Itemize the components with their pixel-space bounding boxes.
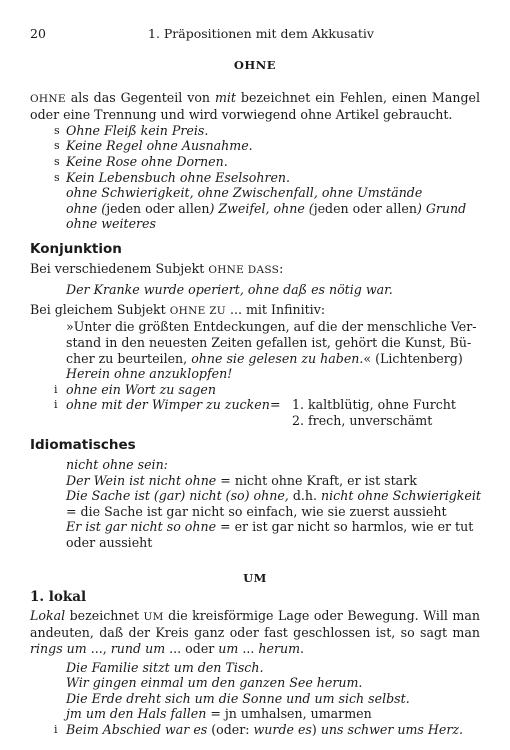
phrase-line: ohne weiteres <box>66 216 156 232</box>
idiomatisches-block: nicht ohne sein: Der Wein ist nicht ohne = nicht ohne Kraft, er ist stark Die Sache ist (gar) nicht (so) ohne, d.h. nicht ohne Schwierigkeit = die Sache ist gar nicht so einfach, wie sie zuerst aussieht Er ist gar nicht so ohne = er ist gar nicht so harmlos, wie er tut oder aussieht <box>66 457 481 551</box>
example-line: Herein ohne anzuklopfen! <box>66 366 233 382</box>
phrase-line: ohne (jeden oder allen) Zweifel, ohne (jeden oder allen) Grund <box>66 200 467 216</box>
ohne-intro: OHNE als das Gegenteil von mit bezeichnet ein Fehlen, einen Mangel oder eine Trennung und wird vorwiegend ohne Artikel gebraucht. <box>30 89 480 123</box>
example-line: Die Familie sitzt um den Tisch. <box>66 659 264 675</box>
example-line: jm um den Hals fallen = jn umhalsen, umarmen <box>66 706 372 722</box>
example-line: s Keine Rose ohne Dornen. <box>54 153 228 169</box>
lichtenberg-quote: »Unter die größten Entdeckungen, auf die der menschliche Ver- stand in den neuesten Zeiten gefallen ist, gehört die Kunst, Bü- cher zu beurteilen, ohne sie gelesen zu haben.« (Lichtenberg) Herein ohne anzuklopfen! <box>30 319 480 381</box>
example-line: i ohne mit der Wimper zu zucken = 1. kaltblütig, ohne Furcht <box>54 397 456 413</box>
example-line: Wir gingen einmal um den ganzen See herum. <box>66 675 363 691</box>
page-number: 20 <box>30 26 46 41</box>
example-line: s Kein Lebensbuch ohne Eselsohren. <box>54 169 291 185</box>
um-examples <box>30 660 480 722</box>
example-line: i ohne ein Wort zu sagen <box>54 381 216 397</box>
konjunktion-line1: Bei verschiedenem Subjekt OHNE DASS: <box>30 260 284 276</box>
phrase-line: ohne Schwierigkeit, ohne Zwischenfall, ohne Umstände <box>66 185 423 201</box>
page: 20 1. Präpositionen mit dem Akkusativ OHNE OHNE als das Gegenteil von mit bezeichnet ein Fehlen, einen Mangel oder eine Trennung und wird vorwiegend ohne Artikel gebraucht. s Ohne Fleiß kein Preis. s Keine Regel ohne Ausnahme. s Keine Rose ohne Dornen. s Kein Lebensbuch ohne Eselsohren. ohne Schwierigkeit, ohne Zwischenfall, ohne Umstände ohne (jeden oder allen) Zweifel, ohne (jeden oder allen) Grund ohne weiteres Konjunktion Bei verschiedenem Subjekt OHNE DASS: Der Kranke wurde operiert, ohne daß es nötig war. Bei gleichem Subjekt OHNE ZU ... mit Infinitiv: »Unter die größten Entdeckungen, auf die der menschliche Ver- stand in den neuesten Zeiten gefallen ist, gehört die Kunst, Bü- cher zu beurteilen, ohne sie gelesen zu haben.« (Lichtenberg) Herein ohne anzuklopfen! i ohne ein Wort zu sagen i ohne mit der Wimper zu zucken = 1. kaltblütig, ohne Furcht 2. frech, unverschämt Idiomatisches nicht ohne sein: Der Wein ist nicht ohne = nicht ohne Kraft, er ist stark Die Sache ist (gar) nicht (so) ohne, d.h. nicht ohne Schwierigkeit = die Sache ist gar nicht so einfach, wie sie zuerst aussieht Er ist gar nicht so ohne = er ist gar nicht so harmlos, wie er tut oder aussieht UM 1. lokal Lokal bezeichnet UM die kreisförmige Lage oder Bewegung. Will man andeuten, daß der Kreis ganz oder fast geschlossen ist, so sagt man rings um ..., rund um ... oder um ... herum. Die Familie sitzt um den Tisch. Wir gingen einmal um den ganzen See herum. Die Erde dreht sich um die Sonne und um sich selbst. jm um den Hals fallen = jn umhalsen, umarmen i Beim Abschied war es (oder: wurde es) uns schwer ums Herz. <box>30 26 481 737</box>
example-line: Die Erde dreht sich um die Sonne und um sich selbst. <box>66 690 410 706</box>
example-line: i Beim Abschied war es (oder: wurde es) uns schwer ums Herz. <box>54 721 463 737</box>
um-intro: Lokal bezeichnet UM die kreisförmige Lage oder Bewegung. Will man andeuten, daß der Kreis ganz oder fast geschlossen ist, so sagt man rings um ..., rund um ... oder um ... herum. <box>30 607 480 656</box>
ohne-examples <box>30 123 480 232</box>
konjunktion-example-1: Der Kranke wurde operiert, ohne daß es nötig war. <box>66 282 393 298</box>
heading-konjunktion: Konjunktion <box>30 240 122 257</box>
konjunktion-line2: Bei gleichem Subjekt OHNE ZU ... mit Infinitiv: <box>30 301 326 317</box>
running-header <box>30 26 480 44</box>
running-title: 1. Präpositionen mit dem Akkusativ <box>148 26 374 41</box>
section-heading-um: UM <box>243 570 267 585</box>
heading-idiomatisches: Idiomatisches <box>30 437 136 454</box>
example-line: s Keine Regel ohne Ausnahme. <box>54 138 253 154</box>
subheading-lokal: 1. lokal <box>30 589 87 606</box>
section-heading-ohne: OHNE <box>233 58 277 72</box>
example-line: s Ohne Fleiß kein Preis. <box>54 122 209 138</box>
